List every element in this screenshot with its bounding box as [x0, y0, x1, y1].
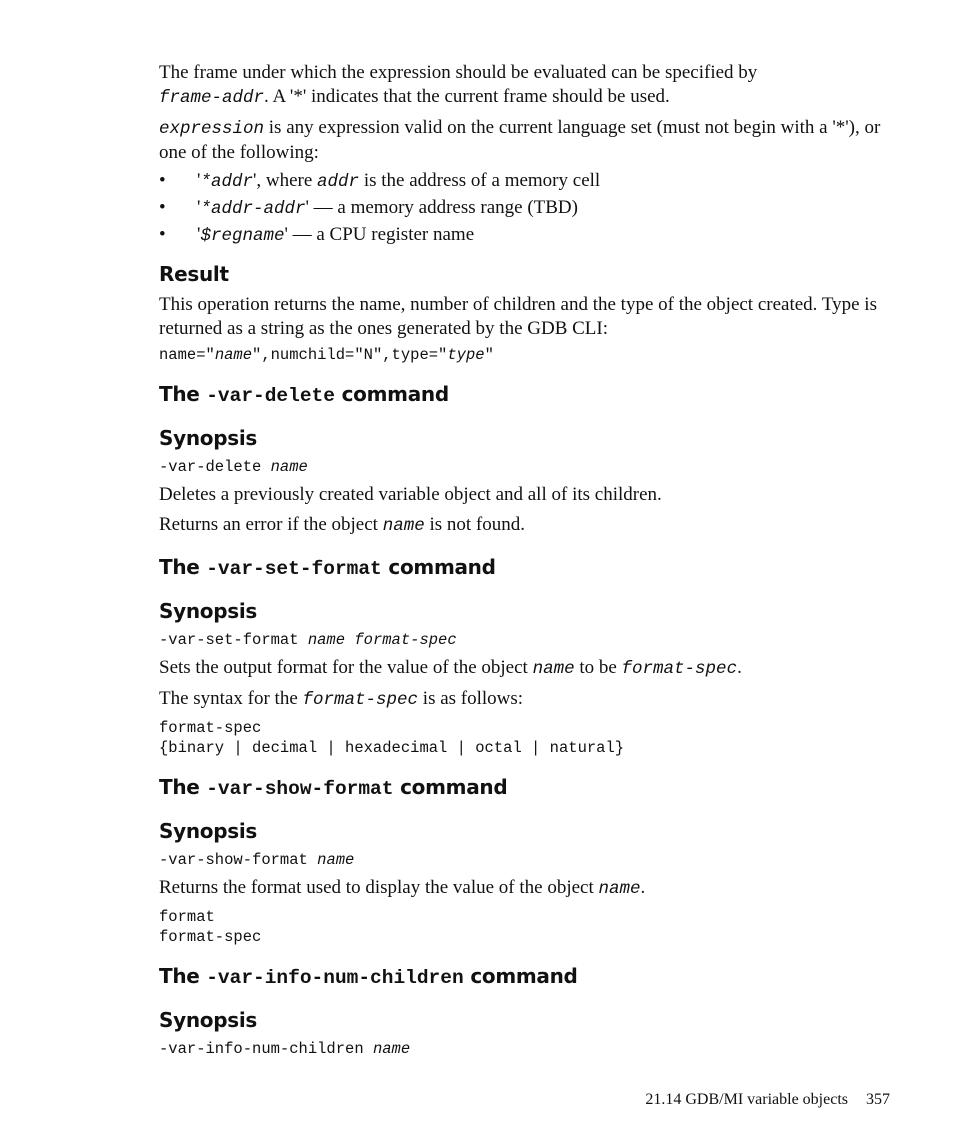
expression-text: is any expression valid on the current language set (must not begin with a '*'), or one of the following:: [159, 117, 881, 163]
var-info-num-children-synopsis-heading: Synopsis: [159, 1008, 258, 1032]
bullet-dot: •: [159, 224, 166, 245]
addr-code-inline: addr: [317, 172, 360, 192]
heading-command-code: -var-delete: [206, 385, 335, 407]
command-code: -var-set-format: [159, 631, 308, 649]
name-code: name: [382, 516, 425, 536]
heading-text: command: [381, 555, 496, 579]
code-fragment: ",numchild="N",type=": [252, 346, 448, 364]
var-show-format-output-code: [159, 907, 894, 947]
intro-text-a: The frame under which the expression should be evaluated can be specified by: [159, 62, 758, 83]
command-code: -var-info-num-children: [159, 1040, 373, 1058]
list-item: [159, 195, 894, 222]
var-show-format-synopsis-heading: Synopsis: [159, 819, 258, 843]
heading-text: The: [159, 775, 207, 799]
addr-code: *addr: [200, 172, 253, 192]
desc-text: is as follows:: [418, 688, 524, 709]
heading-text: The: [159, 382, 207, 406]
var-info-num-children-heading: [159, 963, 894, 991]
expression-code: expression: [159, 119, 265, 139]
var-info-num-children-synopsis-code: [159, 1039, 894, 1059]
intro-text-b: . A '*' indicates that the current frame should be used.: [264, 86, 670, 107]
command-argument: name format-spec: [307, 631, 457, 649]
document-page: [159, 60, 894, 1059]
note-text: is not found.: [424, 514, 525, 535]
heading-command-code: -var-show-format: [206, 778, 394, 800]
heading-text: command: [334, 382, 449, 406]
desc-text: .: [737, 657, 742, 678]
desc-text: Returns the format used to display the value of the object: [159, 877, 599, 898]
heading-text: The: [159, 964, 207, 988]
intro-paragraph-expression: [159, 116, 894, 165]
command-argument: name: [372, 1040, 411, 1058]
desc-text: .: [640, 877, 646, 898]
var-set-format-heading: [159, 554, 894, 582]
var-show-format-heading: [159, 774, 894, 802]
intro-paragraph-frame: [159, 61, 894, 110]
var-set-format-synopsis-heading: Synopsis: [159, 599, 258, 623]
heading-text: The: [159, 555, 207, 579]
command-argument: name: [270, 458, 308, 476]
expression-forms-list: [159, 168, 894, 249]
format-spec-syntax-code: [159, 718, 894, 758]
code-fragment-name: name: [214, 346, 253, 364]
code-line: {binary | decimal | hexadecimal | octal | natural}: [159, 739, 625, 757]
name-code: name: [532, 659, 575, 679]
desc-text: Sets the output format for the value of the object: [159, 657, 533, 678]
code-line: format-spec: [159, 928, 262, 946]
quote-mark: ': [197, 224, 201, 245]
quote-mark: ': [197, 197, 201, 218]
code-line: format-spec: [159, 719, 262, 737]
var-delete-synopsis-code: [159, 457, 894, 477]
addr-range-code: *addr-addr: [200, 199, 306, 219]
bullet-text: ' — a CPU register name: [284, 224, 475, 245]
var-show-format-synopsis-code: [159, 850, 894, 870]
heading-command-code: -var-info-num-children: [206, 967, 464, 989]
result-code: [159, 345, 894, 365]
format-spec-code: format-spec: [621, 659, 738, 679]
code-fragment-type: type: [447, 346, 485, 364]
bullet-text: ', where: [252, 170, 318, 191]
bullet-text: ' — a memory address range (TBD): [305, 197, 578, 218]
bullet-dot: •: [159, 197, 166, 218]
var-show-format-description: [159, 876, 894, 901]
list-item: [159, 168, 894, 195]
command-code: -var-show-format: [159, 851, 318, 869]
var-set-format-synopsis-code: [159, 630, 894, 650]
list-item: [159, 222, 894, 249]
note-text: Returns an error if the object: [159, 514, 383, 535]
desc-text: The syntax for the: [159, 688, 303, 709]
regname-code: $regname: [200, 226, 285, 246]
var-set-format-syntax-intro: [159, 687, 894, 712]
code-fragment: name=": [159, 346, 215, 364]
var-set-format-description: [159, 656, 894, 681]
heading-text: command: [393, 775, 508, 799]
var-delete-description: Deletes a previously created variable object and all of its children.: [159, 484, 662, 505]
frame-addr-code: frame-addr: [159, 88, 265, 108]
page-number: 357: [866, 1091, 890, 1108]
code-line: format: [159, 908, 215, 926]
var-delete-error-note: [159, 513, 894, 538]
var-delete-heading: [159, 381, 894, 409]
format-spec-code: format-spec: [302, 690, 419, 710]
command-code: -var-delete: [159, 458, 271, 476]
name-code: name: [598, 879, 641, 899]
code-fragment: ": [484, 346, 494, 364]
heading-text: command: [463, 964, 578, 988]
result-text: This operation returns the name, number of children and the type of the object created. Type is returned as a string as the ones generated by the GDB CLI:: [159, 294, 877, 339]
result-heading: Result: [159, 262, 229, 286]
page-footer: [645, 1091, 890, 1109]
footer-section-title: 21.14 GDB/MI variable objects: [645, 1091, 848, 1108]
command-argument: name: [317, 851, 355, 869]
bullet-dot: •: [159, 170, 166, 191]
desc-text: to be: [574, 657, 622, 678]
var-delete-synopsis-heading: Synopsis: [159, 426, 258, 450]
heading-command-code: -var-set-format: [206, 558, 382, 580]
quote-mark: ': [197, 170, 201, 191]
bullet-text-rest: is the address of a memory cell: [359, 170, 601, 191]
